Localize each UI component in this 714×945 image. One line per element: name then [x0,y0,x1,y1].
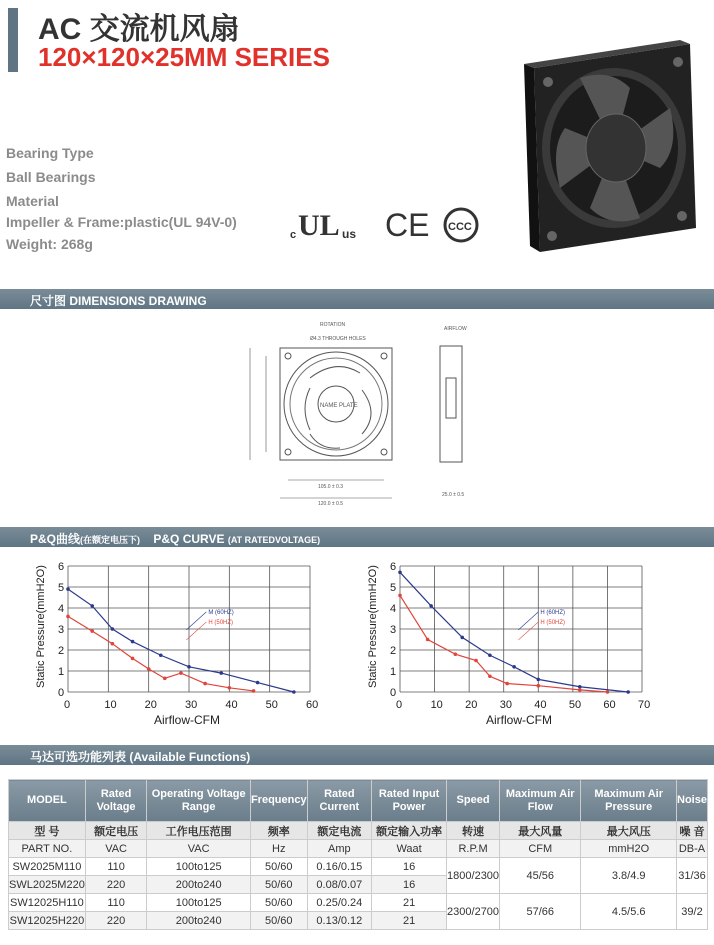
series-point-0 [187,665,191,669]
table-cell-noise: 31/36 [676,858,707,894]
functions-table [8,779,708,930]
x-axis-label: Airflow-CFM [154,713,220,727]
series-title: 120×120×25MM SERIES [38,42,330,72]
table-cell: 200to240 [147,912,251,930]
table-header: Maximum Air Pressure [581,780,677,822]
material-label: Material [6,193,59,209]
weight: Weight: 268g [6,236,93,252]
table-header: Rated Voltage [85,780,147,822]
table-cell: 型 号 [9,822,86,840]
holes-label: Ø4.3 THROUGH HOLES [310,336,366,342]
table-cell: 最大风压 [581,822,677,840]
series-point-1 [578,688,582,692]
table-cell: 110 [85,858,147,876]
table-cell: SW2025M110 [9,858,86,876]
series-point-1 [111,642,115,646]
dimensions-drawing [240,318,480,506]
table-cell: CFM [500,840,581,858]
table-cell: 0.13/0.12 [307,912,372,930]
y-axis-label: Static Pressure(mmH2O) [35,565,47,688]
x-tick-label: 0 [396,699,403,711]
series-point-1 [536,684,540,688]
table-cell: 21 [372,912,447,930]
table-cell: 50/60 [250,912,307,930]
y-tick-label: 4 [58,603,65,615]
table-cell: Waat [372,840,447,858]
series-point-0 [578,685,582,689]
table-cell: VAC [147,840,251,858]
ccc-mark-icon [442,205,482,243]
table-cell: DB-A [676,840,707,858]
pq-subtitle-cn: (在额定电压下) [80,535,141,545]
table-cell: SW12025H220 [9,912,86,930]
series-line-0 [68,589,294,692]
table-row [9,858,708,876]
table-cell: 100to125 [147,858,251,876]
svg-text:CCC: CCC [448,221,472,233]
series-point-1 [505,682,509,686]
pq-chart-left [30,556,330,734]
table-cell-noise: 39/2 [676,894,707,930]
series-point-0 [159,653,163,657]
y-tick-label: 6 [58,561,65,573]
series-point-1 [131,657,135,661]
series-point-0 [460,636,464,640]
airflow-label: AIRFLOW [444,326,467,332]
table-cell: 200to240 [147,876,251,894]
table-cell: 220 [85,912,147,930]
x-tick-label: 20 [144,699,157,711]
svg-text:CE: CE [385,207,430,243]
table-cell-pressure: 4.5/5.6 [581,894,677,930]
series-point-0 [429,604,433,608]
x-tick-label: 30 [499,699,512,711]
table-cell: mmH2O [581,840,677,858]
x-tick-label: 60 [306,699,319,711]
x-tick-label: 10 [104,699,117,711]
series-point-1 [252,689,256,693]
header-accent-bar [8,8,18,72]
series-point-0 [219,671,223,675]
legend-label: H (60HZ) [540,609,566,616]
x-tick-label: 10 [430,699,443,711]
y-tick-label: 1 [58,666,65,678]
x-axis-label: Airflow-CFM [486,713,552,727]
section-pq-curve [0,527,714,547]
page-title: AC 交流机风扇 [38,13,240,46]
table-cell: SW12025H110 [9,894,86,912]
table-cell-speed: 1800/2300 [447,858,500,894]
table-cell: 工作电压范围 [147,822,251,840]
x-tick-label: 50 [568,699,582,711]
table-row [9,894,708,912]
series-point-1 [488,674,492,678]
y-tick-label: 2 [390,645,397,657]
series-point-0 [536,678,540,682]
table-cell: R.P.M [447,840,500,858]
x-tick-label: 50 [265,699,278,711]
series-point-0 [626,690,630,694]
dim-25-label: 25.0 ± 0.5 [442,492,465,498]
y-tick-label: 6 [390,561,397,573]
x-tick-label: 60 [603,699,616,711]
table-cell: SWL2025M220 [9,876,86,894]
table-cell: 额定输入功率 [372,822,447,840]
table-cell: 0.25/0.24 [307,894,372,912]
material-value: Impeller & Frame:plastic(UL 94V-0) [6,214,237,230]
ul-cert-icon [290,205,372,243]
dim-105-label: 105.0 ± 0.3 [318,484,343,490]
series-point-1 [203,682,207,686]
table-header: Rated Input Power [372,780,447,822]
x-tick-label: 70 [638,699,651,711]
table-row [9,840,708,858]
table-cell-speed: 2300/2700 [447,894,500,930]
legend-label: M (60HZ) [208,609,234,616]
table-cell: 220 [85,876,147,894]
rotation-label: ROTATION [320,322,346,328]
table-cell: 50/60 [250,876,307,894]
pq-chart-right [362,556,662,734]
series-point-1 [90,629,94,633]
table-cell: 额定电压 [85,822,147,840]
table-cell: 最大风量 [500,822,581,840]
table-header: Maximum Air Flow [500,780,581,822]
bearing-type-label: Bearing Type [6,145,94,161]
y-tick-label: 5 [58,582,65,594]
series-point-0 [488,653,492,657]
x-tick-label: 20 [465,699,478,711]
x-tick-label: 30 [185,699,198,711]
section-dimensions: 尺寸图 DIMENSIONS DRAWING [0,289,714,309]
legend-leader-line [518,622,538,640]
table-header: MODEL [9,780,86,822]
table-header: Noise [676,780,707,822]
bearing-type-value: Ball Bearings [6,169,96,185]
svg-text:c: c [290,229,297,241]
svg-text:UL: UL [298,209,340,242]
table-cell: 50/60 [250,894,307,912]
section-functions: 马达可选功能列表 (Available Functions) [0,745,714,765]
table-cell: 100to125 [147,894,251,912]
table-cell: 50/60 [250,858,307,876]
x-tick-label: 0 [64,699,71,711]
table-cell: Amp [307,840,372,858]
series-point-0 [66,587,70,591]
series-point-1 [66,615,70,619]
series-point-0 [398,571,402,575]
pq-subtitle-en: (AT RATEDVOLTAGE) [227,535,321,545]
series-point-1 [179,671,183,675]
y-axis-label: Static Pressure(mmH2O) [367,565,379,688]
series-point-1 [454,652,458,656]
table-cell: 0.08/0.07 [307,876,372,894]
ce-mark-icon [385,205,431,243]
table-cell: 16 [372,876,447,894]
legend-label: H (50HZ) [208,619,234,626]
table-header: Speed [447,780,500,822]
table-cell-flow: 57/66 [500,894,581,930]
x-tick-label: 40 [225,699,238,711]
pq-title-cn: P&Q曲线 [30,532,81,546]
table-cell: 转速 [447,822,500,840]
x-tick-label: 40 [534,699,547,711]
table-row [9,822,708,840]
table-cell: 噪 音 [676,822,707,840]
series-point-1 [606,690,610,694]
y-tick-label: 3 [58,624,65,636]
series-point-0 [111,627,115,631]
series-point-0 [512,665,516,669]
y-tick-label: 3 [390,624,397,636]
series-point-0 [90,604,94,608]
table-cell-pressure: 3.8/4.9 [581,858,677,894]
series-point-1 [147,667,151,671]
svg-text:us: us [342,227,357,241]
fan-image [520,38,700,258]
table-cell: PART NO. [9,840,86,858]
table-cell: 额定电流 [307,822,372,840]
y-tick-label: 1 [390,666,397,678]
series-point-0 [292,690,296,694]
table-cell: 21 [372,894,447,912]
table-cell: Hz [250,840,307,858]
legend-leader-line [518,612,538,630]
series-point-1 [163,677,167,681]
y-tick-label: 5 [390,582,397,594]
series-point-0 [131,640,135,644]
dim-120-label: 120.0 ± 0.5 [318,501,343,506]
table-cell: 110 [85,894,147,912]
series-point-1 [398,594,402,598]
y-tick-label: 0 [58,687,65,699]
table-cell: VAC [85,840,147,858]
table-cell: 16 [372,858,447,876]
table-header: Frequency [250,780,307,822]
pq-title-en: P&Q CURVE [153,532,225,546]
series-point-1 [426,638,430,642]
y-tick-label: 0 [390,687,397,699]
series-point-0 [256,681,260,685]
nameplate-label: NAME PLATE [320,403,358,409]
legend-label: H (50HZ) [540,619,566,626]
y-tick-label: 4 [390,603,397,615]
table-cell-flow: 45/56 [500,858,581,894]
y-tick-label: 2 [58,645,65,657]
table-header: Operating Voltage Range [147,780,251,822]
table-cell: 0.16/0.15 [307,858,372,876]
table-header: Rated Current [307,780,372,822]
series-point-1 [474,659,478,663]
table-cell: 频率 [250,822,307,840]
series-point-1 [228,686,232,690]
